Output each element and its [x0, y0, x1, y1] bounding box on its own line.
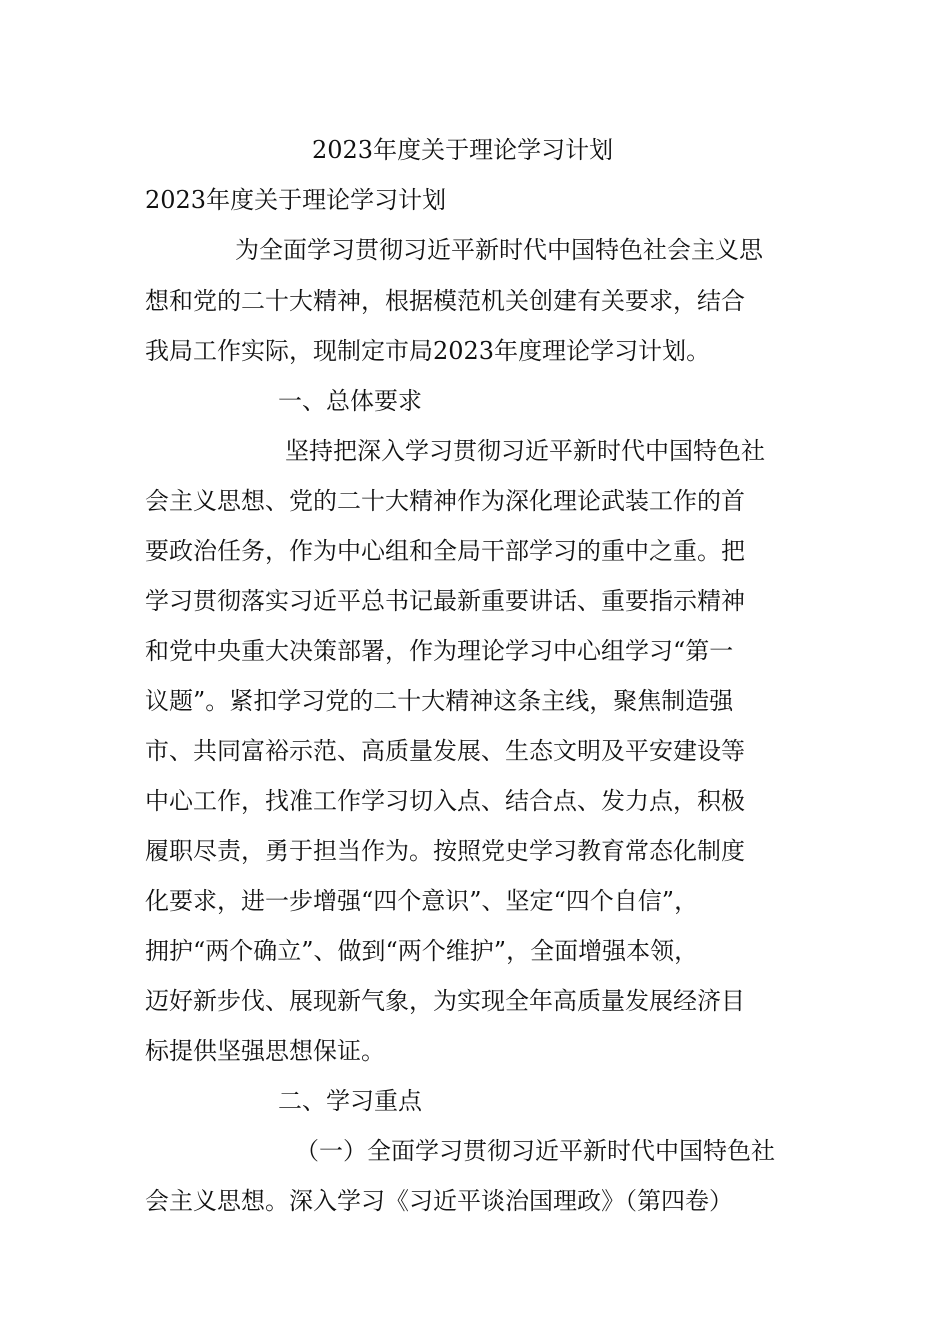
paragraph-line: 标提供坚强思想保证。 — [145, 1037, 385, 1065]
paragraph-line: 履职尽责，勇于担当作为。按照党史学习教育常态化制度 — [145, 837, 745, 865]
document-title: 2023年度关于理论学习计划 — [312, 136, 614, 164]
paragraph-line: 学习贯彻落实习近平总书记最新重要讲话、重要指示精神 — [145, 587, 745, 615]
paragraph-line: 迈好新步伐、展现新气象，为实现全年高质量发展经济目 — [145, 987, 745, 1015]
section-heading-2: 二、学习重点 — [278, 1087, 422, 1115]
paragraph-line: 想和党的二十大精神，根据模范机关创建有关要求，结合 — [145, 287, 745, 315]
paragraph-line: 化要求，进一步增强“四个意识”、坚定“四个自信”， — [145, 887, 699, 915]
paragraph-line: 我局工作实际，现制定市局2023年度理论学习计划。 — [145, 337, 711, 365]
paragraph-line: 为全面学习贯彻习近平新时代中国特色社会主义思 — [235, 236, 763, 264]
paragraph-line: 议题”。紧扣学习党的二十大精神这条主线，聚焦制造强 — [145, 687, 734, 715]
paragraph-line: 会主义思想、党的二十大精神作为深化理论武装工作的首 — [145, 487, 745, 515]
paragraph-line: 会主义思想。深入学习《习近平谈治国理政》（第四卷） — [145, 1187, 733, 1215]
paragraph-line: （一）全面学习贯彻习近平新时代中国特色社 — [295, 1137, 775, 1165]
section-heading-1: 一、总体要求 — [278, 387, 422, 415]
paragraph-line: 要政治任务，作为中心组和全局干部学习的重中之重。把 — [145, 537, 745, 565]
paragraph-line: 坚持把深入学习贯彻习近平新时代中国特色社 — [285, 437, 765, 465]
paragraph-line: 拥护“两个确立”、做到“两个维护”，全面增强本领， — [145, 937, 699, 965]
paragraph-line: 中心工作，找准工作学习切入点、结合点、发力点，积极 — [145, 787, 745, 815]
paragraph-line: 市、共同富裕示范、高质量发展、生态文明及平安建设等 — [145, 737, 745, 765]
document-subtitle: 2023年度关于理论学习计划 — [145, 186, 447, 214]
paragraph-line: 和党中央重大决策部署，作为理论学习中心组学习“第一 — [145, 637, 734, 665]
